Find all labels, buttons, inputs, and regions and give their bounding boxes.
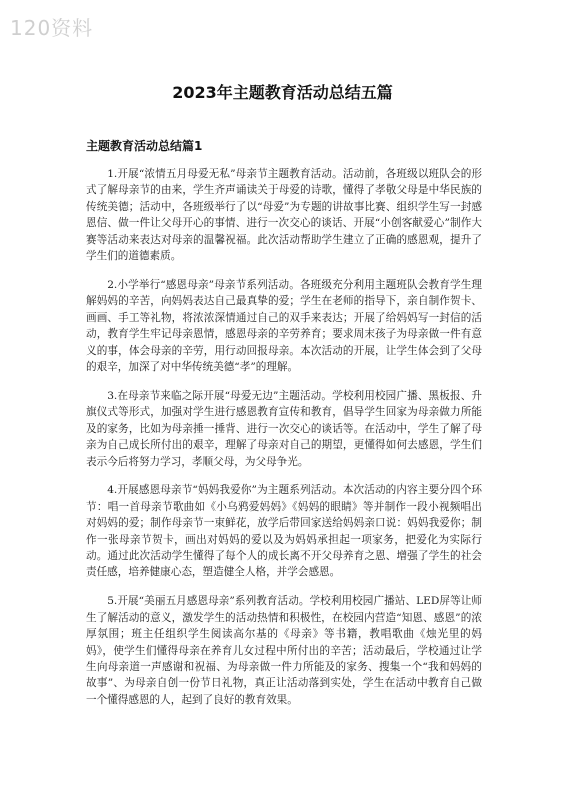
paragraph-3: 3.在母亲节来临之际开展“母爱无边”主题活动。学校利用校园广播、黑板报、升旗仪式等形式，加强对学生进行感恩教育宣传和教育，倡导学生回家为母亲做力所能及的家务，比如为母亲捶一捶背、进行一次交心的谈话等。在活动中，学生了解了母亲为自己成长所付出的艰辛，理解了母亲对自己的期望，更懂得如何去感恩，学生们表示今后将努力学习，孝顺父母，为父母争光。 [86,389,482,468]
section-heading: 主题教育活动总结篇1 [86,139,203,153]
paragraph-4: 4.开展感恩母亲节“妈妈我爱你”为主题系列活动。本次活动的内容主要分四个环节：唱一首母亲节歌曲如《小乌鸦爱妈妈》《妈妈的眼睛》等并制作一段小视频唱出对妈妈的爱；制作母亲节一束鲜花，放学后带回家送给妈妈亲口说：妈妈我爱你；制作一张母亲节贺卡，画出对妈妈的爱以及为妈妈承担起一项家务，把爱化为实际行动。通过此次活动学生懂得了每个人的成长离不开父母养育之恩、增强了学生的社会责任感，培养健康心态，塑造健全人格，并学会感恩。 [86,484,482,579]
watermark: 120资料 [10,16,94,40]
paragraph-5: 5.开展“美丽五月感恩母亲”系列教育活动。学校利用校园广播站、LED屏等让师生了解活动的意义，激发学生的活动热情和积极性，在校园内营造“知恩、感恩”的浓厚氛围；班主任组织学生阅读高尔基的《母亲》等书籍，教唱歌曲《烛光里的妈妈》，使学生们懂得母亲在养育儿女过程中所付出的辛苦；活动最后，学校通过让学生向母亲道一声感谢和祝福、为母亲做一件力所能及的家务、搜集一个“我和妈妈的故事”、为母亲自创一份节日礼物，真正让活动落到实处，学生在活动中教育自己做一个懂得感恩的人，起到了良好的教育效果。 [86,595,482,706]
document-body [86,166,482,708]
paragraph-1: 1.开展“浓情五月母爱无私”母亲节主题教育活动。活动前，各班级以班队会的形式了解母亲节的由来，学生齐声诵读关于母爱的诗歌，懂得了孝敬父母是中华民族的传统美德；活动中，各班级举行了以“母爱”为专题的讲故事比赛、组织学生写一封感恩信、做一件让父母开心的事情、进行一次交心的谈话、开展“小创客献爱心”制作大赛等活动来表达对母亲的温馨祝福。此次活动帮助学生建立了正确的感恩观，提升了学生们的道德素质。 [86,168,482,263]
paragraph-2: 2.小学举行“感恩母亲”母亲节系列活动。各班级充分利用主题班队会教育学生理解妈妈的辛苦，向妈妈表达自己最真挚的爱；学生在老师的指导下，亲自制作贺卡、画画、手工等礼物，将浓浓深情通过自己的双手来表达；开展了给妈妈写一封信的活动，教育学生牢记母亲恩情，感恩母亲的辛劳养育；要求周末孩子为母亲做一件有意义的事，体会母亲的辛劳，用行动回报母亲。本次活动的开展，让学生体会到了父母的艰辛，加深了对中华传统美德“孝”的理解。 [86,278,482,373]
document-title: 2023年主题教育活动总结五篇 [172,83,393,102]
